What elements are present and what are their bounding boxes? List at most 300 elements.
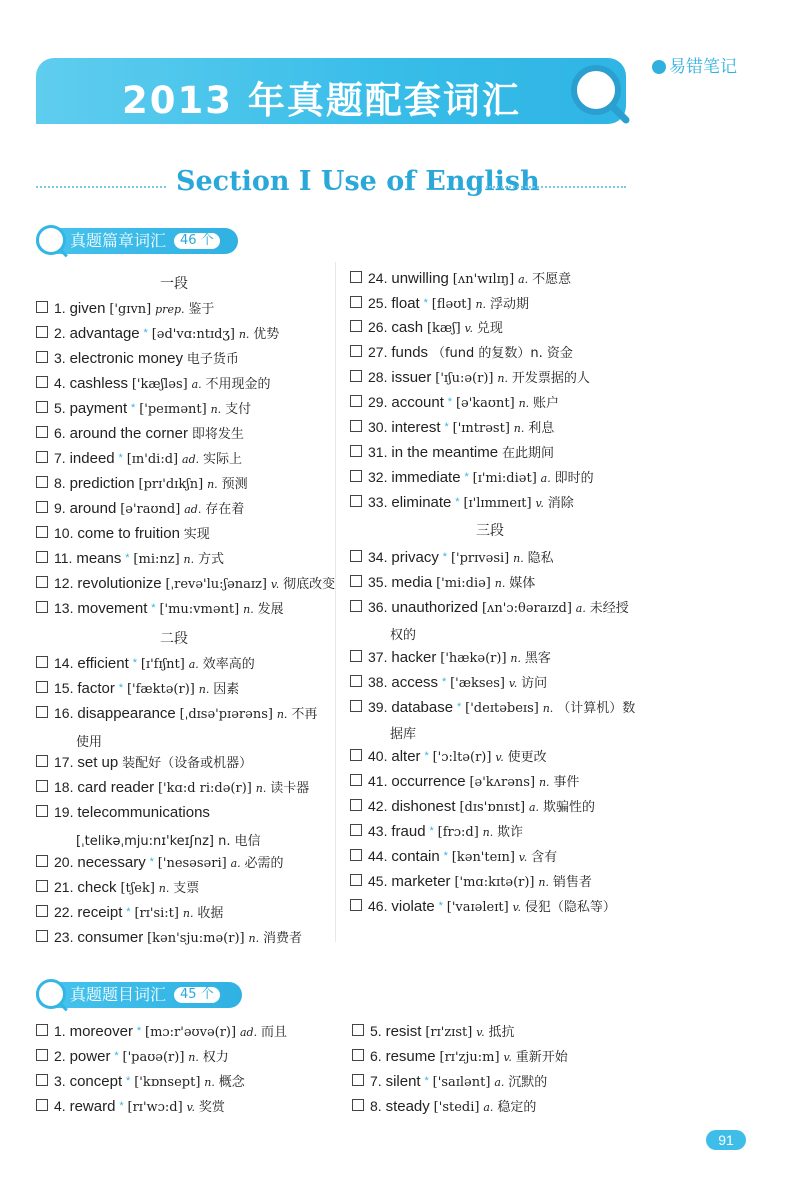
entry-word: receipt <box>77 904 123 921</box>
entry-word: unauthorized <box>391 599 479 616</box>
entry-part-of-speech: n. <box>475 298 487 311</box>
checkbox-icon[interactable] <box>350 824 362 836</box>
section-divider-left <box>36 186 166 188</box>
entry-meaning: 不用现金的 <box>205 377 271 392</box>
entry-word: steady <box>385 1098 430 1115</box>
entry-number: 46. <box>368 898 388 914</box>
entry-word: electronic money <box>69 350 183 367</box>
entry-part-of-speech: n. <box>248 932 260 945</box>
entry-meaning: 即时的 <box>554 471 594 486</box>
checkbox-icon[interactable] <box>36 576 48 588</box>
entry-number: 11. <box>54 550 73 566</box>
vocab-entry <box>352 1047 568 1067</box>
entry-number: 8. <box>54 475 66 491</box>
count-badge: 45 个 <box>174 987 220 1003</box>
star-icon: * <box>114 1050 119 1062</box>
entry-phonetic: [fləʊt] <box>431 297 472 312</box>
entry-number: 5. <box>54 400 66 416</box>
entry-phonetic: [ɪ'lɪmɪneɪt] <box>463 496 532 511</box>
entry-part-of-speech: n. <box>513 422 525 435</box>
entry-part-of-speech: ad. <box>239 1026 258 1039</box>
group-pill-question <box>36 982 242 1008</box>
vocab-entry <box>36 903 223 923</box>
entry-meaning: 权力 <box>202 1050 229 1065</box>
checkbox-icon[interactable] <box>350 600 362 612</box>
section-divider-right <box>486 186 626 188</box>
entry-number: 31. <box>368 444 388 460</box>
entry-meaning: 读卡器 <box>270 781 310 796</box>
entry-word: resume <box>385 1048 436 1065</box>
entry-phonetic: [ˌrevə'lu:ʃənaɪz] <box>165 577 267 592</box>
entry-meaning: 稳定的 <box>497 1100 537 1115</box>
checkbox-icon[interactable] <box>350 550 362 562</box>
vocab-entry <box>36 778 309 798</box>
star-icon: * <box>447 396 453 408</box>
entry-word: prediction <box>69 475 135 492</box>
entry-number: 12. <box>54 575 74 591</box>
entry-word: set up <box>77 754 119 771</box>
vocab-entry <box>350 698 635 718</box>
checkbox-icon[interactable] <box>350 849 362 861</box>
entry-meaning: 发展 <box>257 602 284 617</box>
entry-number: 3. <box>54 350 66 366</box>
entry-word: violate <box>391 898 435 915</box>
checkbox-icon[interactable] <box>36 1099 48 1111</box>
entry-phonetic: ['kɑ:d ri:də(r)] <box>157 781 252 796</box>
entry-word: resist <box>385 1023 422 1040</box>
entry-phonetic: [rɪ'wɔ:d] <box>127 1100 183 1115</box>
entry-meaning: 即将发生 <box>191 427 244 442</box>
entry-part-of-speech: v. <box>512 901 521 914</box>
entry-phonetic: [ə'raʊnd] <box>120 502 181 517</box>
entry-phonetic: [mɔ:r'əʊvə(r)] <box>145 1025 237 1040</box>
star-icon: * <box>455 496 460 508</box>
checkbox-icon[interactable] <box>350 799 362 811</box>
entry-phonetic: ['gɪvn] <box>109 302 152 317</box>
entry-phonetic: ['paʊə(r)] <box>122 1050 185 1065</box>
checkbox-icon[interactable] <box>350 370 362 382</box>
entry-phonetic: [kən'sju:mə(r)] <box>147 931 245 946</box>
star-icon: * <box>441 676 447 688</box>
entry-word: reward <box>69 1098 116 1115</box>
page-title: 2013 年真题配套词汇 <box>122 79 521 122</box>
entry-part-of-speech: n. <box>183 553 195 566</box>
entry-meaning: 事件 <box>553 775 580 790</box>
entry-phonetic: ['nesəsəri] <box>157 856 227 871</box>
entry-word: funds <box>391 344 429 361</box>
entry-word: interest <box>391 419 441 436</box>
entry-number: 1. <box>54 1023 66 1039</box>
vocab-entry <box>350 772 579 792</box>
checkbox-icon[interactable] <box>352 1049 364 1061</box>
entry-number: 20. <box>54 854 74 870</box>
entry-part-of-speech: n. <box>238 328 250 341</box>
checkbox-icon[interactable] <box>36 551 48 563</box>
checkbox-icon[interactable] <box>350 271 362 283</box>
column-divider <box>335 262 336 942</box>
vocab-entry <box>36 853 284 873</box>
entry-meaning: （计算机）数 <box>557 701 636 716</box>
entry-meaning: 预测 <box>221 477 248 492</box>
entry-meaning: 效率高的 <box>202 657 255 672</box>
checkbox-icon[interactable] <box>36 451 48 463</box>
entry-part-of-speech: a. <box>494 1076 505 1089</box>
checkbox-icon[interactable] <box>36 1074 48 1086</box>
checkbox-icon[interactable] <box>350 749 362 761</box>
entry-meaning: 优势 <box>253 327 280 342</box>
entry-phonetic: [ə'kaʊnt] <box>455 396 515 411</box>
entry-number: 5. <box>370 1023 382 1039</box>
checkbox-icon[interactable] <box>350 700 362 712</box>
entry-part-of-speech: n. <box>188 1051 199 1064</box>
entry-meaning: 隐私 <box>527 551 554 566</box>
entry-word: in the meantime <box>391 444 499 461</box>
vocab-entry <box>36 374 271 394</box>
entry-continuation: [ˌtelikəˌmju:nɪ'keɪʃnz] n. 电信 <box>76 834 261 849</box>
vocab-entry <box>350 418 554 438</box>
entry-number: 17. <box>54 754 74 770</box>
entry-meaning: 含有 <box>531 850 558 865</box>
star-icon: * <box>143 327 148 339</box>
checkbox-icon[interactable] <box>36 805 48 817</box>
entry-part-of-speech: v. <box>270 578 280 591</box>
vocab-entry <box>36 449 242 469</box>
vocab-entry <box>350 797 595 817</box>
entry-phonetic: [əd'vɑ:ntɪdʒ] <box>151 327 235 342</box>
entry-part-of-speech: n. <box>255 782 267 795</box>
entry-part-of-speech: n. <box>542 702 554 715</box>
vocab-entry <box>350 493 574 513</box>
checkbox-icon[interactable] <box>350 495 362 507</box>
entry-number: 6. <box>54 425 66 441</box>
entry-word: given <box>69 300 106 317</box>
entry-word: silent <box>385 1073 421 1090</box>
vocab-entry <box>350 393 559 413</box>
star-icon: * <box>424 750 429 762</box>
entry-number: 41. <box>368 773 388 789</box>
entry-phonetic: [ˌdɪsə'pɪərəns] <box>179 707 273 722</box>
checkbox-icon[interactable] <box>36 426 48 438</box>
entry-phonetic: ['saɪlənt] <box>432 1075 491 1090</box>
entry-phonetic: ['ɔ:ltə(r)] <box>432 750 492 765</box>
star-icon: * <box>442 551 448 563</box>
checkbox-icon[interactable] <box>350 675 362 687</box>
entry-number: 19. <box>54 804 74 820</box>
entry-number: 30. <box>368 419 388 435</box>
entry-meaning: 收据 <box>197 906 224 921</box>
checkbox-icon[interactable] <box>352 1099 364 1111</box>
entry-part-of-speech: ad. <box>182 453 200 466</box>
entry-word: moreover <box>69 1023 133 1040</box>
entry-number: 22. <box>54 904 74 920</box>
count-badge: 46 个 <box>174 233 220 249</box>
section-title: Section Ⅰ Use of English <box>176 166 540 197</box>
entry-meaning: 奖赏 <box>198 1100 225 1115</box>
entry-meaning: 实际上 <box>203 452 243 467</box>
checkbox-icon[interactable] <box>350 650 362 662</box>
checkbox-icon[interactable] <box>36 326 48 338</box>
entry-meaning: 欺骗性的 <box>542 800 595 815</box>
entry-number: 42. <box>368 798 388 814</box>
vocab-entry <box>36 654 255 674</box>
checkbox-icon[interactable] <box>36 656 48 668</box>
entry-meaning: 支票 <box>173 881 200 896</box>
checkbox-icon[interactable] <box>36 301 48 313</box>
vocab-entry <box>350 468 594 488</box>
vocab-entry <box>36 1072 245 1092</box>
checkbox-icon[interactable] <box>350 320 362 332</box>
group-label: 真题篇章词汇 <box>70 231 167 250</box>
entry-meaning: 重新开始 <box>515 1050 568 1065</box>
star-icon: * <box>126 906 131 918</box>
entry-part-of-speech: n. <box>158 882 170 895</box>
paragraph-heading: 二段 <box>160 631 188 647</box>
entry-word: efficient <box>77 655 129 672</box>
entry-meaning: 在此期间 <box>501 446 554 461</box>
checkbox-icon[interactable] <box>36 476 48 488</box>
checkbox-icon[interactable] <box>36 681 48 693</box>
entry-meaning: 黑客 <box>524 651 551 666</box>
entry-word: database <box>391 699 454 716</box>
checkbox-icon[interactable] <box>36 780 48 792</box>
checkbox-icon[interactable] <box>350 445 362 457</box>
entry-meaning: 访问 <box>521 676 548 691</box>
star-icon: * <box>131 402 136 414</box>
entry-meaning: 因素 <box>213 682 240 697</box>
checkbox-icon[interactable] <box>350 345 362 357</box>
entry-number: 9. <box>54 500 66 516</box>
entry-part-of-speech: a. <box>575 602 586 615</box>
star-icon: * <box>125 552 130 564</box>
entry-word: consumer <box>77 929 144 946</box>
entry-phonetic: ['vaɪəleɪt] <box>446 900 509 915</box>
entry-number: 37. <box>368 649 388 665</box>
checkbox-icon[interactable] <box>350 296 362 308</box>
vocab-entry <box>36 474 248 494</box>
vocab-entry <box>36 753 252 773</box>
vocab-entry <box>36 803 210 823</box>
star-icon: * <box>149 856 154 868</box>
star-icon: * <box>444 421 449 433</box>
vocab-entry <box>350 872 592 892</box>
entry-meaning: 概念 <box>218 1075 245 1090</box>
entry-phonetic: [ɪ'mi:diət] <box>472 471 537 486</box>
entry-part-of-speech: n. <box>494 577 506 590</box>
checkbox-icon[interactable] <box>36 351 48 363</box>
entry-meaning: 不再 <box>291 707 318 722</box>
star-icon: * <box>429 825 434 837</box>
entry-meaning: 利息 <box>528 421 555 436</box>
entry-number: 10. <box>54 525 74 541</box>
vocab-entry <box>36 1022 287 1042</box>
vocab-entry <box>350 343 573 363</box>
entry-part-of-speech: n. <box>207 478 218 491</box>
brand-text: 易错笔记 <box>669 57 737 77</box>
entry-word: unwilling <box>391 270 449 287</box>
star-icon: * <box>132 657 137 669</box>
entry-number: 35. <box>368 574 388 590</box>
entry-part-of-speech: a. <box>191 378 202 391</box>
entry-meaning: 侵犯（隐私等） <box>524 900 616 915</box>
entry-word: necessary <box>77 854 146 871</box>
entry-phonetic: [ʌn'wɪlɪŋ] <box>452 272 515 287</box>
group-pill-passage <box>36 228 238 254</box>
checkbox-icon[interactable] <box>350 774 362 786</box>
entry-meaning: 方式 <box>198 552 225 567</box>
vocab-entry <box>350 648 551 668</box>
checkbox-icon[interactable] <box>350 874 362 886</box>
entry-phonetic: ['prɪvəsi] <box>450 551 510 566</box>
entry-number: 7. <box>54 450 66 466</box>
entry-part-of-speech: n. <box>276 708 288 721</box>
entry-phonetic: [tʃek] <box>120 881 155 896</box>
vocab-entry <box>36 549 224 569</box>
vocab-entry <box>36 424 244 444</box>
entry-word: cashless <box>69 375 128 392</box>
entry-part-of-speech: n. <box>518 397 530 410</box>
star-icon: * <box>126 1075 131 1087</box>
entry-number: 15. <box>54 680 74 696</box>
checkbox-icon[interactable] <box>350 470 362 482</box>
entry-word: alter <box>391 748 421 765</box>
entry-word: issuer <box>391 369 432 386</box>
checkbox-icon[interactable] <box>36 706 48 718</box>
magnifier-icon <box>566 60 632 126</box>
vocab-entry <box>352 1072 547 1092</box>
entry-meaning: 彻底改变 <box>283 577 336 592</box>
checkbox-icon[interactable] <box>352 1074 364 1086</box>
vocab-entry <box>350 822 523 842</box>
entry-part-of-speech: n. <box>204 1076 215 1089</box>
entry-number: 34. <box>368 549 388 565</box>
entry-meaning: 支付 <box>225 402 252 417</box>
vocab-entry <box>36 928 302 948</box>
entry-word: media <box>391 574 433 591</box>
entry-continuation: 据库 <box>390 727 417 742</box>
vocab-entry <box>350 747 547 767</box>
star-icon: * <box>424 1075 429 1087</box>
vocab-entry <box>350 847 557 867</box>
entry-meaning: 沉默的 <box>508 1075 548 1090</box>
entry-number: 32. <box>368 469 388 485</box>
entry-number: 27. <box>368 344 388 360</box>
entry-part-of-speech: n. <box>243 603 254 616</box>
entry-number: 3. <box>54 1073 66 1089</box>
entry-number: 2. <box>54 1048 66 1064</box>
entry-part-of-speech: v. <box>503 1051 512 1064</box>
entry-word: around <box>69 500 117 517</box>
entry-word: eliminate <box>391 494 452 511</box>
entry-meaning: 电子货币 <box>186 352 239 367</box>
entry-phonetic: ['mu:vmənt] <box>159 602 240 617</box>
vocab-entry <box>350 598 629 618</box>
checkbox-icon[interactable] <box>36 376 48 388</box>
checkbox-icon[interactable] <box>36 880 48 892</box>
entry-number: 28. <box>368 369 388 385</box>
entry-meaning: 消除 <box>547 496 574 511</box>
vocab-entry <box>36 299 214 319</box>
entry-phonetic: ['deɪtəbeɪs] <box>465 701 539 716</box>
checkbox-icon[interactable] <box>36 526 48 538</box>
entry-number: 1. <box>54 300 66 316</box>
entry-number: 13. <box>54 600 74 616</box>
entry-meaning: 实现 <box>183 527 210 542</box>
entry-word: come to fruition <box>77 525 180 542</box>
vocab-entry <box>36 399 251 419</box>
entry-number: 2. <box>54 325 66 341</box>
checkbox-icon[interactable] <box>36 401 48 413</box>
entry-meaning: 账户 <box>533 396 560 411</box>
star-icon: * <box>151 602 156 614</box>
entry-phonetic: ['ɪʃu:ə(r)] <box>435 371 494 386</box>
entry-part-of-speech: n. <box>210 403 222 416</box>
checkbox-icon[interactable] <box>36 501 48 513</box>
star-icon: * <box>119 1100 124 1112</box>
checkbox-icon[interactable] <box>36 855 48 867</box>
checkbox-icon[interactable] <box>36 1024 48 1036</box>
checkbox-icon[interactable] <box>350 420 362 432</box>
vocab-entry <box>350 673 547 693</box>
entry-word: telecommunications <box>77 804 210 821</box>
entry-phonetic: [prɪ'dɪkʃn] <box>138 477 204 492</box>
entry-word: check <box>77 879 117 896</box>
entry-number: 21. <box>54 879 74 895</box>
checkbox-icon[interactable] <box>36 930 48 942</box>
vocab-entry <box>36 878 199 898</box>
checkbox-icon[interactable] <box>36 1049 48 1061</box>
entry-part-of-speech: n. <box>497 372 508 385</box>
entry-word: indeed <box>69 450 115 467</box>
entry-meaning: 兑现 <box>476 321 503 336</box>
vocab-entry <box>352 1022 515 1042</box>
entry-number: 25. <box>368 295 388 311</box>
entry-phonetic: [rɪ'zɪst] <box>425 1025 473 1040</box>
checkbox-icon[interactable] <box>352 1024 364 1036</box>
vocab-entry <box>350 897 616 917</box>
entry-phonetic: [mi:nz] <box>133 552 180 567</box>
entry-word: access <box>391 674 439 691</box>
entry-part-of-speech: v. <box>518 851 528 864</box>
entry-phonetic: ['hækə(r)] <box>440 651 507 666</box>
vocab-entry <box>350 294 529 314</box>
entry-number: 14. <box>54 655 74 671</box>
entry-part-of-speech: a. <box>518 273 529 286</box>
entry-word: around the corner <box>69 425 188 442</box>
entry-word: occurrence <box>391 773 466 790</box>
entry-phonetic: [kæʃ] <box>426 321 461 336</box>
checkbox-icon[interactable] <box>350 575 362 587</box>
checkbox-icon[interactable] <box>350 899 362 911</box>
entry-meaning: 消费者 <box>262 931 302 946</box>
entry-part-of-speech: v. <box>508 677 518 690</box>
checkbox-icon[interactable] <box>36 601 48 613</box>
entry-phonetic: [ɪn'di:d] <box>126 452 179 467</box>
entry-word: power <box>69 1048 111 1065</box>
entry-continuation: 权的 <box>390 628 417 643</box>
entry-word: disappearance <box>77 705 176 722</box>
checkbox-icon[interactable] <box>36 755 48 767</box>
entry-word: fraud <box>391 823 426 840</box>
entry-part-of-speech: a. <box>483 1101 494 1114</box>
entry-part-of-speech: n. <box>510 652 522 665</box>
checkbox-icon[interactable] <box>350 395 362 407</box>
entry-word: factor <box>77 680 115 697</box>
entry-part-of-speech: ad. <box>184 503 202 516</box>
entry-word: contain <box>391 848 440 865</box>
entry-number: 18. <box>54 779 74 795</box>
entry-number: 29. <box>368 394 388 410</box>
checkbox-icon[interactable] <box>36 905 48 917</box>
